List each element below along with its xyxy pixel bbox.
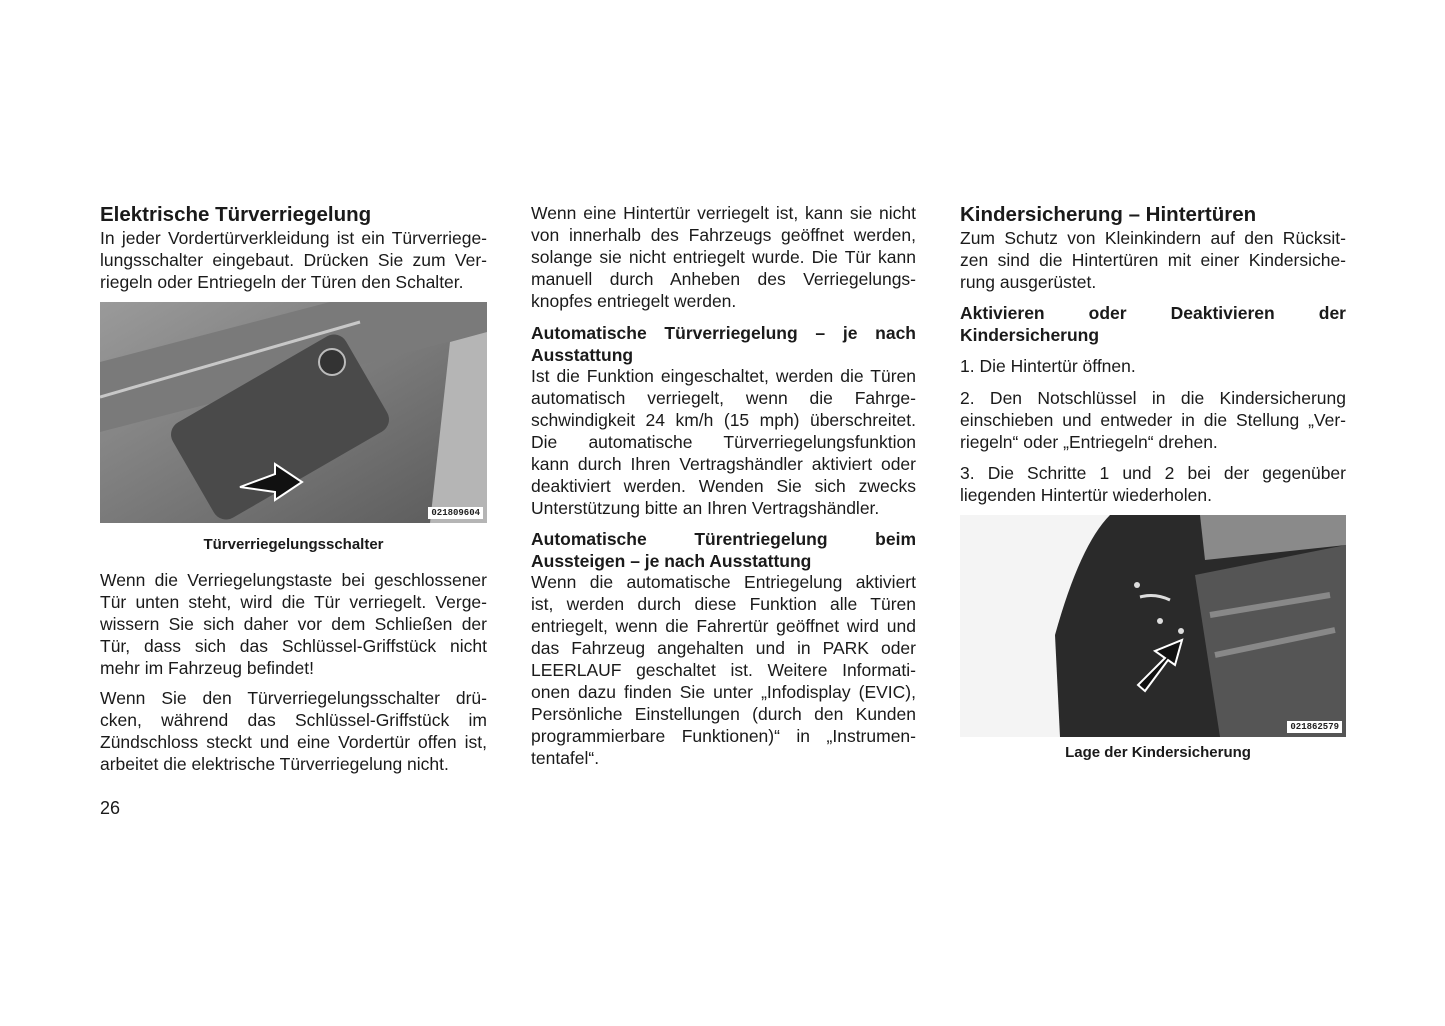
col1-intro	[100, 227, 487, 293]
text-line: Persönliche Einstellungen (durch den Kunden	[531, 704, 916, 724]
text-line: wissern Sie sich daher vor dem Schließen der	[100, 614, 487, 634]
figure-caption: Türverriegelungsschalter	[203, 536, 384, 553]
text-line: Wenn Sie den Türverriegelungsschalter drü-	[100, 688, 487, 708]
text-line: Ausstattung	[531, 345, 634, 365]
col2-para1	[531, 202, 916, 312]
text-line: einschieben und entweder in die Stellung „Ver-	[960, 410, 1346, 430]
text-line: tentafel“.	[531, 748, 600, 768]
text-line: solange sie nicht entriegelt wurde. Die Tür kann	[531, 247, 916, 267]
auto-unlock-heading	[531, 528, 916, 572]
text-line: Zum Schutz von Kleinkindern auf den Rücksit-	[960, 228, 1346, 248]
text-line: Tür, dass sich das Schlüssel-Griffstück nicht	[100, 636, 487, 656]
text-line: Aussteigen – je nach Ausstattung	[531, 551, 812, 571]
text-line: Ist die Funktion eingeschaltet, werden die Türen	[531, 366, 916, 386]
section-heading-door-locks: Elektrische Türverriegelung	[100, 203, 372, 226]
col1-para1	[100, 569, 487, 679]
figure-caption: Lage der Kindersicherung	[1065, 744, 1251, 761]
text-line: Wenn die Verriegelungstaste bei geschlossener	[100, 570, 487, 590]
text-line: Zündschloss steckt und eine Vordertür offen ist,	[100, 732, 487, 752]
section-heading-child-lock: Kindersicherung – Hintertüren	[960, 203, 1257, 226]
text-line: 1. Die Hintertür öffnen.	[960, 356, 1136, 376]
text-line: liegenden Hintertür wiederholen.	[960, 485, 1212, 505]
door-lock-switch-figure	[100, 302, 487, 523]
text-line: von innerhalb des Fahrzeugs geöffnet werden,	[531, 225, 916, 245]
text-line: Unterstützung bitte an Ihren Vertragshändler.	[531, 498, 880, 518]
text-line: In jeder Vordertürverkleidung ist ein Türverriege-	[100, 228, 487, 248]
col2-para3	[531, 571, 916, 769]
door-panel-illustration	[100, 302, 487, 523]
text-line: 2. Den Notschlüssel in die Kindersicherung	[960, 388, 1346, 408]
text-line: deaktiviert werden. Wenden Sie sich zwecks	[531, 476, 916, 496]
text-line: das Fahrzeug angehalten und in PARK oder	[531, 638, 916, 658]
text-line: ist, werden durch diese Funktion alle Türen	[531, 594, 916, 614]
text-line: programmierbare Funktionen)“ in „Instrumen-	[531, 726, 916, 746]
text-line: arbeitet die elektrische Türverriegelung nicht.	[100, 754, 449, 774]
text-line: Wenn die automatische Entriegelung aktiviert	[531, 572, 916, 592]
col3-intro	[960, 227, 1346, 293]
text-line: Tür unten steht, wird die Tür verriegelt. Verge-	[100, 592, 487, 612]
text-line: Aktivieren oder Deaktivieren der	[960, 303, 1346, 323]
figure-code: 021809604	[428, 507, 483, 519]
step-2	[960, 387, 1346, 453]
text-line: manuell durch Anheben des Verriegelungs-	[531, 269, 916, 289]
text-line: automatisch verriegelt, wenn die Fahrge-	[531, 388, 916, 408]
text-line: entriegelt, wenn die Fahrertür geöffnet wird und	[531, 616, 916, 636]
child-lock-subheading	[960, 302, 1346, 346]
text-line: rung ausgerüstet.	[960, 272, 1097, 292]
text-line: 3. Die Schritte 1 und 2 bei der gegenüber	[960, 463, 1346, 483]
text-line: LEERLAUF geschaltet ist. Weitere Informati-	[531, 660, 916, 680]
text-line: knopfes entriegelt werden.	[531, 291, 737, 311]
text-line: Kindersicherung	[960, 325, 1100, 345]
auto-lock-heading	[531, 322, 916, 366]
text-line: riegeln oder Entriegeln der Türen den Schalter.	[100, 272, 464, 292]
text-line: Die automatische Türverriegelungsfunktion	[531, 432, 916, 452]
figure-code: 021862579	[1287, 721, 1342, 733]
text-line: riegeln“ oder „Entriegeln“ drehen.	[960, 432, 1218, 452]
text-line: Wenn eine Hintertür verriegelt ist, kann sie nicht	[531, 203, 916, 223]
child-lock-figure	[960, 515, 1346, 737]
col1-para2	[100, 687, 487, 775]
step-1	[960, 355, 1346, 377]
text-line: Automatische Türentriegelung beim	[531, 529, 916, 549]
text-line: schwindigkeit 24 km/h (15 mph) überschreitet.	[531, 410, 916, 430]
page-number: 26	[100, 798, 121, 818]
step-3	[960, 462, 1346, 506]
text-line: cken, während das Schlüssel-Griffstück im	[100, 710, 487, 730]
col2-para2	[531, 365, 916, 519]
text-line: Automatische Türverriegelung – je nach	[531, 323, 916, 343]
text-line: lungsschalter eingebaut. Drücken Sie zum Ver-	[100, 250, 487, 270]
text-line: zen sind die Hintertüren mit einer Kindersiche-	[960, 250, 1346, 270]
text-line: onen dazu finden Sie unter „Infodisplay (EVIC),	[531, 682, 916, 702]
rear-door-illustration	[960, 515, 1346, 737]
text-line: kann durch Ihren Vertragshändler aktiviert oder	[531, 454, 916, 474]
text-line: mehr im Fahrzeug befindet!	[100, 658, 314, 678]
